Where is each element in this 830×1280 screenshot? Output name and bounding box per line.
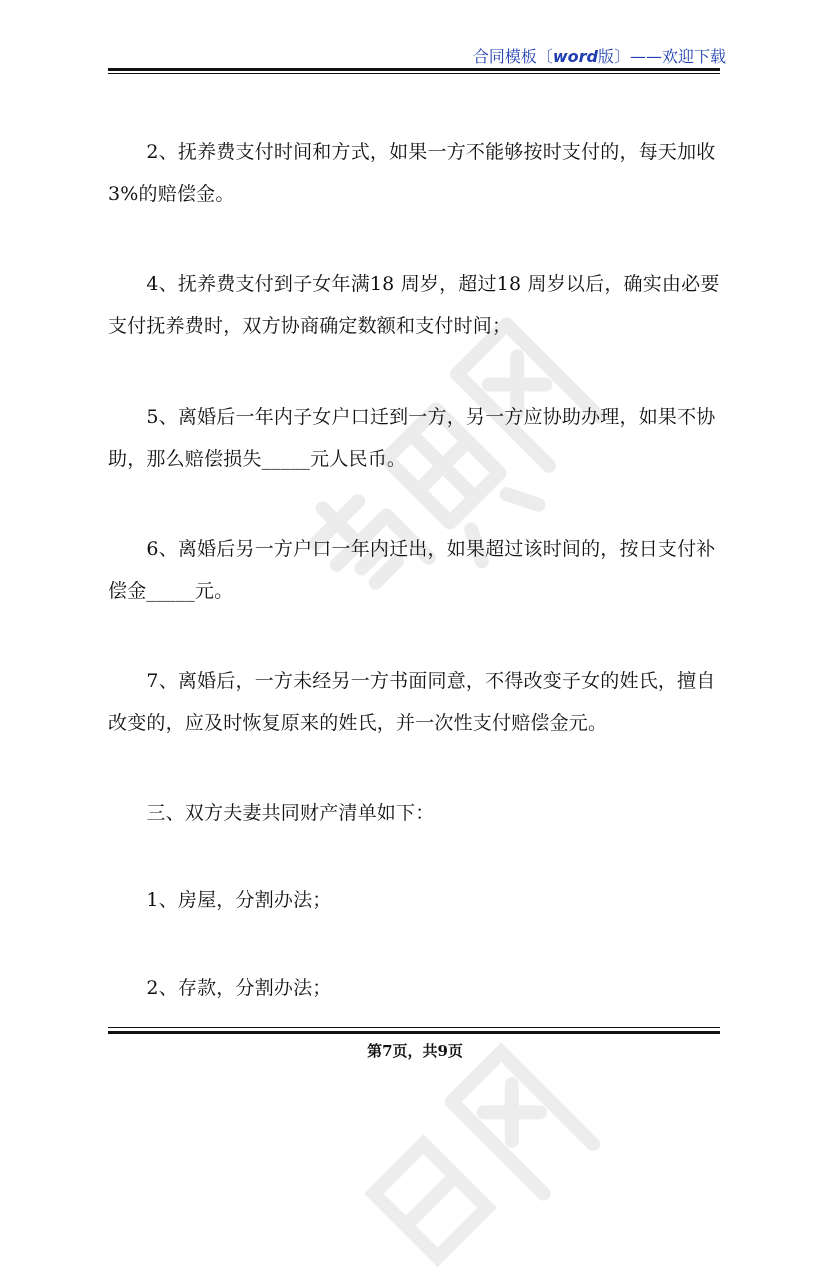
paragraph-line: 5、离婚后一年内子女户口迁到一方，另一方应协助办理，如果不协 [108,406,716,428]
paragraph-line: 2、抚养费支付时间和方式，如果一方不能够按时支付的，每天加收 [108,141,716,163]
paragraph-line: 三、双方夫妻共同财产清单如下： [108,802,435,824]
paragraph-6 [108,792,728,834]
paragraph-line: 1、房屋，分割办法； [108,889,332,911]
paragraph-1 [108,131,728,215]
paragraph-8 [108,967,728,1009]
header-title: 合同模板〔word版〕——欢迎下载 [472,47,726,66]
paragraph-3 [108,396,728,480]
paragraph-line: 改变的，应及时恢复原来的姓氏，并一次性支付赔偿金元。 [108,712,608,734]
header-title-word: word [552,47,598,66]
watermark-graphic-lower [300,980,660,1280]
page-number: 第7页，共9页 [367,1042,463,1060]
paragraph-line: 助，那么赔偿损失_____元人民币。 [108,448,407,470]
paragraph-line: 3%的赔偿金。 [108,183,235,205]
footer-rule [108,1031,720,1034]
paragraph-line: 偿金_____元。 [108,580,234,602]
header-rule [108,68,720,71]
paragraph-7 [108,879,728,921]
paragraph-line: 支付抚养费时，双方协商确定数额和支付时间； [108,315,512,337]
paragraph-line: 6、离婚后另一方户口一年内迁出，如果超过该时间的，按日支付补 [108,538,716,560]
header-rule-thin [108,73,720,74]
paragraph-4 [108,528,728,612]
paragraph-2 [108,263,728,347]
footer-rule-thin [108,1027,720,1028]
paragraph-line: 4、抚养费支付到子女年满18 周岁，超过18 周岁以后，确实由必要 [108,273,720,295]
paragraph-line: 2、存款，分割办法； [108,977,332,999]
paragraph-line: 7、离婚后，一方未经另一方书面同意，不得改变子女的姓氏，擅自 [108,670,716,692]
paragraph-5 [108,660,728,744]
